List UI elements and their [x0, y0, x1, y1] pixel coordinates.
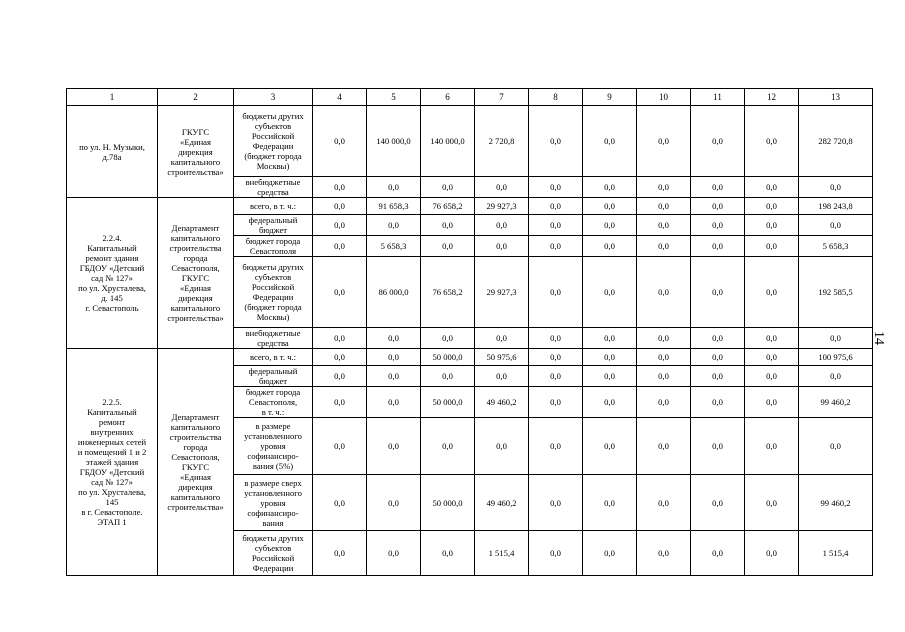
column-header: 5	[367, 89, 421, 106]
value-cell: 0,0	[313, 349, 367, 366]
text-line: «Единая	[180, 283, 211, 293]
column-header: 6	[421, 89, 475, 106]
table-row	[67, 349, 873, 366]
text-line: бюджет города	[245, 387, 301, 397]
text-line: федеральный	[248, 366, 298, 376]
text-line: в т. ч.:	[261, 407, 285, 417]
value-cell: 0,0	[691, 257, 745, 328]
funding-source-cell	[234, 366, 313, 387]
value-cell: 0,0	[367, 328, 421, 349]
text-line: софинансиро-	[247, 507, 299, 518]
cell-text	[68, 233, 156, 313]
text-line: (бюджет города	[244, 302, 302, 312]
text-line: ГБДОУ «Детский	[79, 467, 145, 477]
funding-source-cell	[234, 236, 313, 257]
text-line: дирекция	[178, 146, 213, 157]
value-cell: 0,0	[313, 198, 367, 215]
text-line: капитального	[170, 156, 221, 167]
text-line: капитального	[170, 422, 221, 432]
value-cell: 0,0	[529, 349, 583, 366]
text-line: 2.2.4.	[102, 233, 122, 243]
text-line: Севастополя	[249, 246, 297, 256]
value-cell: 0,0	[745, 236, 799, 257]
value-cell: 50 000,0	[421, 387, 475, 418]
value-cell: 0,0	[313, 236, 367, 257]
funding-source-cell	[234, 418, 313, 475]
value-cell: 0,0	[583, 366, 637, 387]
value-cell: 0,0	[799, 418, 873, 475]
value-cell: 0,0	[799, 328, 873, 349]
text-line: по ул. Н. Музыки,	[79, 141, 145, 152]
text-line: этажей здания	[85, 457, 139, 467]
text-line: внутренних	[90, 427, 134, 437]
header-row	[67, 89, 873, 106]
value-cell: 0,0	[475, 215, 529, 236]
text-line: города	[183, 253, 208, 263]
page-number: 14	[871, 331, 886, 345]
text-line: Москвы)	[256, 161, 290, 171]
text-line: Российской	[251, 282, 295, 292]
column-header: 11	[691, 89, 745, 106]
value-cell: 5 658,3	[367, 236, 421, 257]
cell-text	[235, 421, 311, 471]
text-line: вания	[262, 517, 284, 528]
text-line: капитального	[170, 233, 221, 243]
text-line: ГБДОУ «Детский	[79, 263, 145, 273]
value-cell: 0,0	[367, 418, 421, 475]
value-cell: 0,0	[637, 366, 691, 387]
text-line: субъектов	[254, 543, 292, 553]
value-cell: 0,0	[421, 177, 475, 198]
project-name-cell	[67, 106, 158, 198]
value-cell: 50 000,0	[421, 475, 475, 531]
text-line: бюджеты других	[242, 533, 304, 543]
value-cell: 282 720,8	[799, 106, 873, 177]
value-cell: 0,0	[745, 349, 799, 366]
value-cell: 0,0	[637, 236, 691, 257]
value-cell: 140 000,0	[421, 106, 475, 177]
text-line: уровня	[260, 497, 286, 508]
value-cell: 50 975,6	[475, 349, 529, 366]
value-cell: 0,0	[799, 366, 873, 387]
text-line: д. 145	[101, 293, 123, 303]
text-line: вания (5%)	[252, 461, 294, 471]
value-cell: 91 658,3	[367, 198, 421, 215]
value-cell: 0,0	[529, 387, 583, 418]
value-cell: 0,0	[529, 236, 583, 257]
text-line: д.78а	[102, 151, 122, 162]
value-cell: 0,0	[583, 215, 637, 236]
text-line: 145	[105, 497, 119, 507]
customer-cell	[158, 198, 234, 349]
value-cell: 0,0	[745, 366, 799, 387]
value-cell: 0,0	[529, 198, 583, 215]
column-header: 12	[745, 89, 799, 106]
text-line: средства	[257, 338, 289, 348]
value-cell: 0,0	[691, 106, 745, 177]
cell-text	[235, 201, 311, 211]
text-line: строительства»	[167, 502, 224, 512]
value-cell: 140 000,0	[367, 106, 421, 177]
value-cell: 0,0	[745, 387, 799, 418]
cell-text	[235, 328, 311, 348]
text-line: по ул. Хрусталева,	[78, 487, 146, 497]
column-header: 2	[158, 89, 234, 106]
text-line: дирекция	[178, 482, 213, 492]
text-line: сад № 127»	[91, 477, 133, 487]
value-cell: 0,0	[529, 215, 583, 236]
text-line: Департамент	[171, 223, 220, 233]
value-cell: 0,0	[745, 328, 799, 349]
cell-text	[159, 223, 232, 323]
value-cell: 0,0	[421, 366, 475, 387]
text-line: Капитальный	[87, 243, 137, 253]
value-cell: 0,0	[421, 215, 475, 236]
value-cell: 0,0	[691, 418, 745, 475]
cell-text	[159, 127, 232, 177]
text-line: «Единая	[180, 472, 211, 482]
text-line: установленного	[244, 431, 302, 441]
value-cell: 0,0	[421, 328, 475, 349]
text-line: Федерации	[252, 141, 294, 151]
value-cell: 0,0	[529, 531, 583, 576]
value-cell: 0,0	[691, 236, 745, 257]
table-row	[67, 198, 873, 215]
text-line: внебюджетные	[245, 328, 301, 338]
value-cell: 0,0	[313, 106, 367, 177]
value-cell: 0,0	[691, 349, 745, 366]
value-cell: 0,0	[745, 257, 799, 328]
column-header: 3	[234, 89, 313, 106]
value-cell: 0,0	[691, 328, 745, 349]
text-line: бюджеты других	[242, 262, 304, 272]
value-cell: 0,0	[745, 106, 799, 177]
text-line: сад № 127»	[91, 273, 133, 283]
value-cell: 0,0	[475, 236, 529, 257]
value-cell: 0,0	[367, 387, 421, 418]
value-cell: 0,0	[799, 177, 873, 198]
value-cell: 0,0	[691, 366, 745, 387]
value-cell: 0,0	[367, 177, 421, 198]
value-cell: 76 658,2	[421, 257, 475, 328]
cell-text	[235, 215, 311, 235]
cell-text	[235, 177, 311, 197]
cell-text	[235, 352, 311, 362]
value-cell: 49 460,2	[475, 387, 529, 418]
funding-source-cell	[234, 387, 313, 418]
value-cell: 99 460,2	[799, 475, 873, 531]
value-cell: 0,0	[421, 531, 475, 576]
value-cell: 76 658,2	[421, 198, 475, 215]
text-line: «Единая	[180, 136, 211, 147]
cell-text	[235, 478, 311, 528]
value-cell: 0,0	[313, 418, 367, 475]
value-cell: 50 000,0	[421, 349, 475, 366]
text-line: ЭТАП 1	[97, 517, 127, 527]
value-cell: 0,0	[367, 366, 421, 387]
value-cell: 0,0	[745, 418, 799, 475]
text-line: софинансиро-	[247, 451, 299, 461]
value-cell: 0,0	[637, 106, 691, 177]
value-cell: 0,0	[691, 177, 745, 198]
value-cell: 0,0	[529, 475, 583, 531]
text-line: Федерации	[252, 563, 294, 573]
text-line: ремонт здания	[85, 253, 139, 263]
value-cell: 0,0	[583, 236, 637, 257]
text-line: дирекция	[178, 293, 213, 303]
value-cell: 0,0	[583, 106, 637, 177]
value-cell: 0,0	[745, 215, 799, 236]
text-line: в размере сверх	[244, 477, 302, 488]
text-line: (бюджет города	[244, 151, 302, 161]
value-cell: 0,0	[529, 177, 583, 198]
value-cell: 99 460,2	[799, 387, 873, 418]
value-cell: 0,0	[583, 418, 637, 475]
cell-text	[235, 262, 311, 322]
funding-source-cell	[234, 177, 313, 198]
text-line: Севастополя,	[171, 452, 220, 462]
column-header: 7	[475, 89, 529, 106]
value-cell: 0,0	[367, 475, 421, 531]
value-cell: 0,0	[529, 257, 583, 328]
project-name-cell	[67, 198, 158, 349]
value-cell: 0,0	[745, 198, 799, 215]
value-cell: 1 515,4	[475, 531, 529, 576]
value-cell: 0,0	[313, 328, 367, 349]
value-cell: 0,0	[691, 215, 745, 236]
text-line: субъектов	[254, 272, 292, 282]
value-cell: 0,0	[529, 106, 583, 177]
text-line: Российской	[251, 553, 295, 563]
value-cell: 0,0	[529, 418, 583, 475]
value-cell: 0,0	[691, 531, 745, 576]
value-cell: 0,0	[637, 475, 691, 531]
value-cell: 0,0	[313, 531, 367, 576]
column-header: 1	[67, 89, 158, 106]
value-cell: 0,0	[529, 366, 583, 387]
cell-text	[235, 111, 311, 171]
value-cell: 29 927,3	[475, 257, 529, 328]
text-line: строительства	[169, 432, 222, 442]
text-line: Москвы)	[256, 312, 290, 322]
value-cell: 0,0	[637, 387, 691, 418]
value-cell: 100 975,6	[799, 349, 873, 366]
column-header: 8	[529, 89, 583, 106]
cell-text	[68, 397, 156, 527]
value-cell: 0,0	[313, 257, 367, 328]
text-line: строительства	[169, 243, 222, 253]
value-cell: 0,0	[583, 257, 637, 328]
value-cell: 0,0	[637, 531, 691, 576]
text-line: в размере	[255, 421, 291, 431]
column-header: 9	[583, 89, 637, 106]
text-line: бюджет	[258, 225, 288, 235]
value-cell: 0,0	[583, 349, 637, 366]
text-line: Капитальный	[87, 407, 137, 417]
text-line: установленного	[244, 487, 302, 498]
value-cell: 0,0	[583, 198, 637, 215]
value-cell: 2 720,8	[475, 106, 529, 177]
funding-source-cell	[234, 328, 313, 349]
value-cell: 0,0	[637, 198, 691, 215]
value-cell: 0,0	[367, 215, 421, 236]
project-name-cell	[67, 349, 158, 576]
value-cell: 0,0	[691, 387, 745, 418]
cell-text	[235, 387, 311, 417]
value-cell: 0,0	[637, 177, 691, 198]
value-cell: 0,0	[313, 215, 367, 236]
value-cell: 192 585,5	[799, 257, 873, 328]
value-cell: 0,0	[475, 366, 529, 387]
text-line: по ул. Хрусталева,	[78, 283, 146, 293]
value-cell: 0,0	[637, 328, 691, 349]
value-cell: 0,0	[799, 215, 873, 236]
value-cell: 0,0	[313, 387, 367, 418]
text-line: Севастополя,	[248, 397, 298, 407]
value-cell: 0,0	[637, 257, 691, 328]
value-cell: 0,0	[529, 328, 583, 349]
cell-text	[235, 366, 311, 386]
value-cell: 0,0	[745, 177, 799, 198]
budget-table	[66, 88, 873, 576]
text-line: внебюджетные	[245, 177, 301, 187]
funding-source-cell	[234, 531, 313, 576]
text-line: строительства»	[167, 166, 224, 177]
text-line: ГКУГС	[181, 126, 210, 137]
text-line: средства	[257, 187, 289, 197]
value-cell: 0,0	[367, 349, 421, 366]
text-line: субъектов	[254, 121, 292, 131]
cell-text	[235, 236, 311, 256]
value-cell: 0,0	[691, 198, 745, 215]
value-cell: 1 515,4	[799, 531, 873, 576]
value-cell: 0,0	[583, 387, 637, 418]
value-cell: 5 658,3	[799, 236, 873, 257]
value-cell: 0,0	[637, 215, 691, 236]
funding-source-cell	[234, 106, 313, 177]
funding-source-cell	[234, 198, 313, 215]
value-cell: 29 927,3	[475, 198, 529, 215]
value-cell: 0,0	[367, 531, 421, 576]
text-line: уровня	[260, 441, 286, 451]
funding-source-cell	[234, 475, 313, 531]
value-cell: 0,0	[475, 418, 529, 475]
text-line: капитального	[170, 303, 221, 313]
customer-cell	[158, 106, 234, 198]
value-cell: 0,0	[637, 418, 691, 475]
value-cell: 0,0	[313, 177, 367, 198]
value-cell: 0,0	[475, 328, 529, 349]
value-cell: 0,0	[313, 475, 367, 531]
column-header: 13	[799, 89, 873, 106]
text-line: ГКУГС	[181, 462, 210, 472]
value-cell: 0,0	[421, 418, 475, 475]
cell-text	[159, 412, 232, 512]
text-line: федеральный	[248, 215, 298, 225]
value-cell: 0,0	[583, 531, 637, 576]
column-header: 10	[637, 89, 691, 106]
funding-source-cell	[234, 215, 313, 236]
text-line: Департамент	[171, 412, 220, 422]
text-line: города	[183, 442, 208, 452]
text-line: 2.2.5.	[102, 397, 122, 407]
text-line: Российской	[251, 131, 295, 141]
cell-text	[235, 533, 311, 573]
text-line: Севастополя,	[171, 263, 220, 273]
value-cell: 49 460,2	[475, 475, 529, 531]
value-cell: 86 000,0	[367, 257, 421, 328]
funding-source-cell	[234, 349, 313, 366]
text-line: бюджет города	[245, 236, 301, 246]
value-cell: 0,0	[583, 177, 637, 198]
value-cell: 0,0	[313, 366, 367, 387]
value-cell: 0,0	[583, 475, 637, 531]
text-line: в г. Севастополе.	[81, 507, 143, 517]
value-cell: 0,0	[745, 475, 799, 531]
text-line: капитального	[170, 492, 221, 502]
value-cell: 0,0	[583, 328, 637, 349]
text-line: строительства»	[167, 313, 224, 323]
text-line: г. Севастополь	[85, 303, 139, 313]
customer-cell	[158, 349, 234, 576]
text-line: бюджеты других	[242, 111, 304, 121]
text-line: всего, в т. ч.:	[249, 352, 297, 362]
table-row	[67, 106, 873, 177]
cell-text	[68, 142, 156, 162]
value-cell: 198 243,8	[799, 198, 873, 215]
value-cell: 0,0	[421, 236, 475, 257]
text-line: всего, в т. ч.:	[249, 201, 297, 211]
table-body	[67, 89, 873, 576]
funding-source-cell	[234, 257, 313, 328]
text-line: ГКУГС	[181, 273, 210, 283]
value-cell: 0,0	[691, 475, 745, 531]
text-line: и помещений 1 и 2	[77, 447, 147, 457]
value-cell: 0,0	[475, 177, 529, 198]
value-cell: 0,0	[745, 531, 799, 576]
text-line: инженерных сетей	[77, 437, 147, 447]
text-line: Федерации	[252, 292, 294, 302]
text-line: бюджет	[258, 376, 288, 386]
value-cell: 0,0	[637, 349, 691, 366]
text-line: ремонт	[98, 417, 126, 427]
column-header: 4	[313, 89, 367, 106]
